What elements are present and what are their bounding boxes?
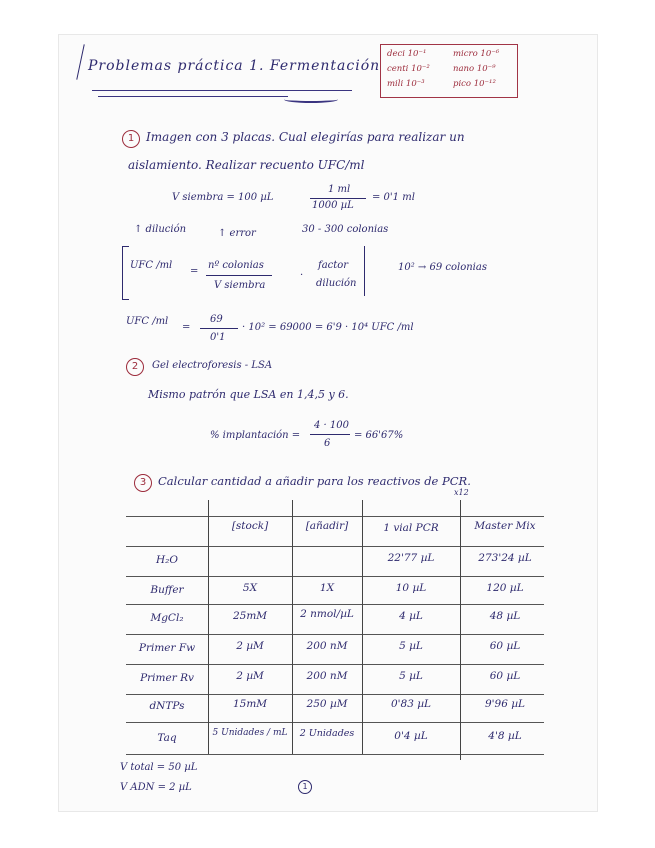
table-cell: 4 µL — [399, 610, 423, 622]
table-cell: 10 µL — [395, 582, 427, 594]
table-cell: 273'24 µL — [478, 552, 532, 564]
table-cell: 25mM — [232, 610, 268, 622]
q2-formula-fracline — [310, 434, 350, 435]
title-underline-2 — [98, 96, 288, 97]
q1-conv-den: 1000 µL — [312, 200, 354, 211]
q1-number-circle: 1 — [122, 130, 140, 148]
table-col-rule — [362, 500, 363, 754]
table-cell: 15mM — [232, 698, 268, 710]
prefix-nano: nano 10⁻⁹ — [453, 64, 496, 74]
table-cell: 5 µL — [399, 670, 423, 682]
table-header-anadir: [añadir] — [305, 520, 349, 532]
table-cell: 250 µM — [306, 698, 348, 710]
table-cell: 22'77 µL — [387, 552, 435, 564]
q1-formula-fracline — [206, 275, 272, 276]
table-header-stock: [stock] — [231, 520, 269, 532]
table-cell: 60 µL — [489, 670, 521, 682]
q2-formula-lhs: % implantación = — [210, 430, 301, 441]
q1-note-dilution: ↑ dilución — [134, 224, 187, 235]
table-col-rule — [292, 500, 293, 754]
q3-statement: Calcular cantidad a añadir para los reactivos de PCR. — [158, 474, 471, 488]
table-cell: 200 nM — [306, 670, 348, 682]
table-cell: 9'96 µL — [484, 698, 526, 710]
q1-v-siembra: V siembra = 100 µL — [172, 192, 274, 203]
pcr-reagent-table — [126, 500, 556, 758]
q1-calc-eq: = — [182, 322, 191, 333]
q1-formula-bracket-left — [122, 246, 129, 300]
table-cell: 2 Unidades — [299, 728, 355, 739]
table-col-rule — [460, 500, 461, 760]
q1-note-range: 30 - 300 colonias — [302, 224, 389, 235]
q1-formula-bracket-right — [360, 246, 365, 296]
table-row-label: dNTPs — [149, 700, 185, 712]
q1-conv-num: 1 ml — [328, 184, 351, 195]
table-rule — [126, 664, 544, 665]
table-col-rule — [208, 500, 209, 754]
table-rule — [126, 754, 544, 755]
q2-line: Mismo patrón que LSA en 1,4,5 y 6. — [148, 388, 349, 401]
prefix-pico: pico 10⁻¹² — [453, 79, 496, 89]
q1-formula-dot: · — [300, 270, 304, 281]
q1-side-note: 10² → 69 colonias — [398, 262, 487, 273]
page-title: Problemas práctica 1. Fermentación — [88, 58, 381, 74]
table-cell: 0'83 µL — [390, 698, 432, 710]
table-row-label: Taq — [157, 732, 177, 744]
table-rule — [126, 516, 544, 517]
table-rule — [126, 722, 544, 723]
title-squiggle — [284, 96, 338, 103]
notebook-page — [58, 34, 598, 812]
q1-conv-fracline — [310, 198, 366, 199]
table-cell: 2 µM — [236, 640, 264, 652]
table-rule — [126, 694, 544, 695]
q1-calc-fracline — [200, 328, 238, 329]
q3-v-total: V total = 50 µL — [120, 762, 198, 773]
table-rule — [126, 634, 544, 635]
table-cell: 5 µL — [399, 640, 423, 652]
q1-calc-lhs: UFC /ml — [126, 316, 169, 327]
table-header-mastermix: Master Mix — [474, 520, 536, 532]
q1-note-error: ↑ error — [218, 228, 256, 239]
table-rule — [126, 546, 544, 547]
table-cell: 48 µL — [489, 610, 521, 622]
si-prefix-box — [380, 44, 518, 98]
table-rule — [126, 604, 544, 605]
table-cell: 4'8 µL — [488, 730, 522, 742]
table-cell: 2 nmol/µL — [300, 608, 354, 620]
q1-formula-den: V siembra — [214, 280, 266, 291]
q2-formula-den: 6 — [324, 438, 331, 449]
q1-formula-lhs: UFC /ml — [130, 260, 173, 271]
q3-v-adn: V ADN = 2 µL — [120, 782, 192, 793]
q1-conv-result: = 0'1 ml — [372, 192, 415, 203]
q1-calc-num: 69 — [210, 314, 223, 325]
q1-calc-den: 0'1 — [210, 332, 226, 343]
title-slash-mark — [76, 44, 84, 79]
table-cell: 2 µM — [236, 670, 264, 682]
q2-formula-num: 4 · 100 — [314, 420, 349, 431]
prefix-micro: micro 10⁻⁶ — [453, 49, 500, 59]
prefix-centi: centi 10⁻² — [387, 64, 430, 74]
q2-number-circle: 2 — [126, 358, 144, 376]
q1-calc-rest: · 10² = 69000 = 6'9 · 10⁴ UFC /ml — [242, 322, 414, 333]
q2-formula-res: = 66'67% — [354, 430, 404, 441]
q1-statement-line1: Imagen con 3 placas. Cual elegirías para realizar un — [146, 130, 465, 144]
table-cell: 120 µL — [486, 582, 524, 594]
q1-formula-num: nº colonias — [208, 260, 264, 271]
table-row-label: Primer Rv — [140, 672, 194, 684]
prefix-deci: deci 10⁻¹ — [387, 49, 427, 59]
q1-formula-dilucion: dilución — [316, 278, 357, 289]
table-cell: 5X — [242, 582, 258, 594]
table-row-label: H₂O — [156, 554, 178, 566]
q1-formula-eq: = — [190, 266, 199, 277]
table-header-vial: 1 vial PCR — [383, 522, 439, 534]
table-cell: 1X — [319, 582, 335, 594]
q3-number-circle: 3 — [134, 474, 152, 492]
page-number-mark: 1 — [298, 780, 312, 794]
table-cell: 200 nM — [306, 640, 348, 652]
table-cell: 5 Unidades / mL — [212, 728, 288, 738]
table-cell: 0'4 µL — [394, 730, 428, 742]
table-row-label: MgCl₂ — [150, 612, 184, 624]
table-rule — [126, 576, 544, 577]
q3-x12-note: x12 — [454, 488, 469, 497]
q1-statement-line2: aislamiento. Realizar recuento UFC/ml — [128, 158, 365, 172]
q1-formula-factor: factor — [318, 260, 349, 271]
table-cell: 60 µL — [489, 640, 521, 652]
table-row-label: Buffer — [150, 584, 184, 596]
q2-heading: Gel electroforesis - LSA — [152, 360, 273, 371]
table-row-label: Primer Fw — [138, 642, 196, 654]
title-underline-1 — [92, 90, 352, 91]
prefix-mili: mili 10⁻³ — [387, 79, 425, 89]
